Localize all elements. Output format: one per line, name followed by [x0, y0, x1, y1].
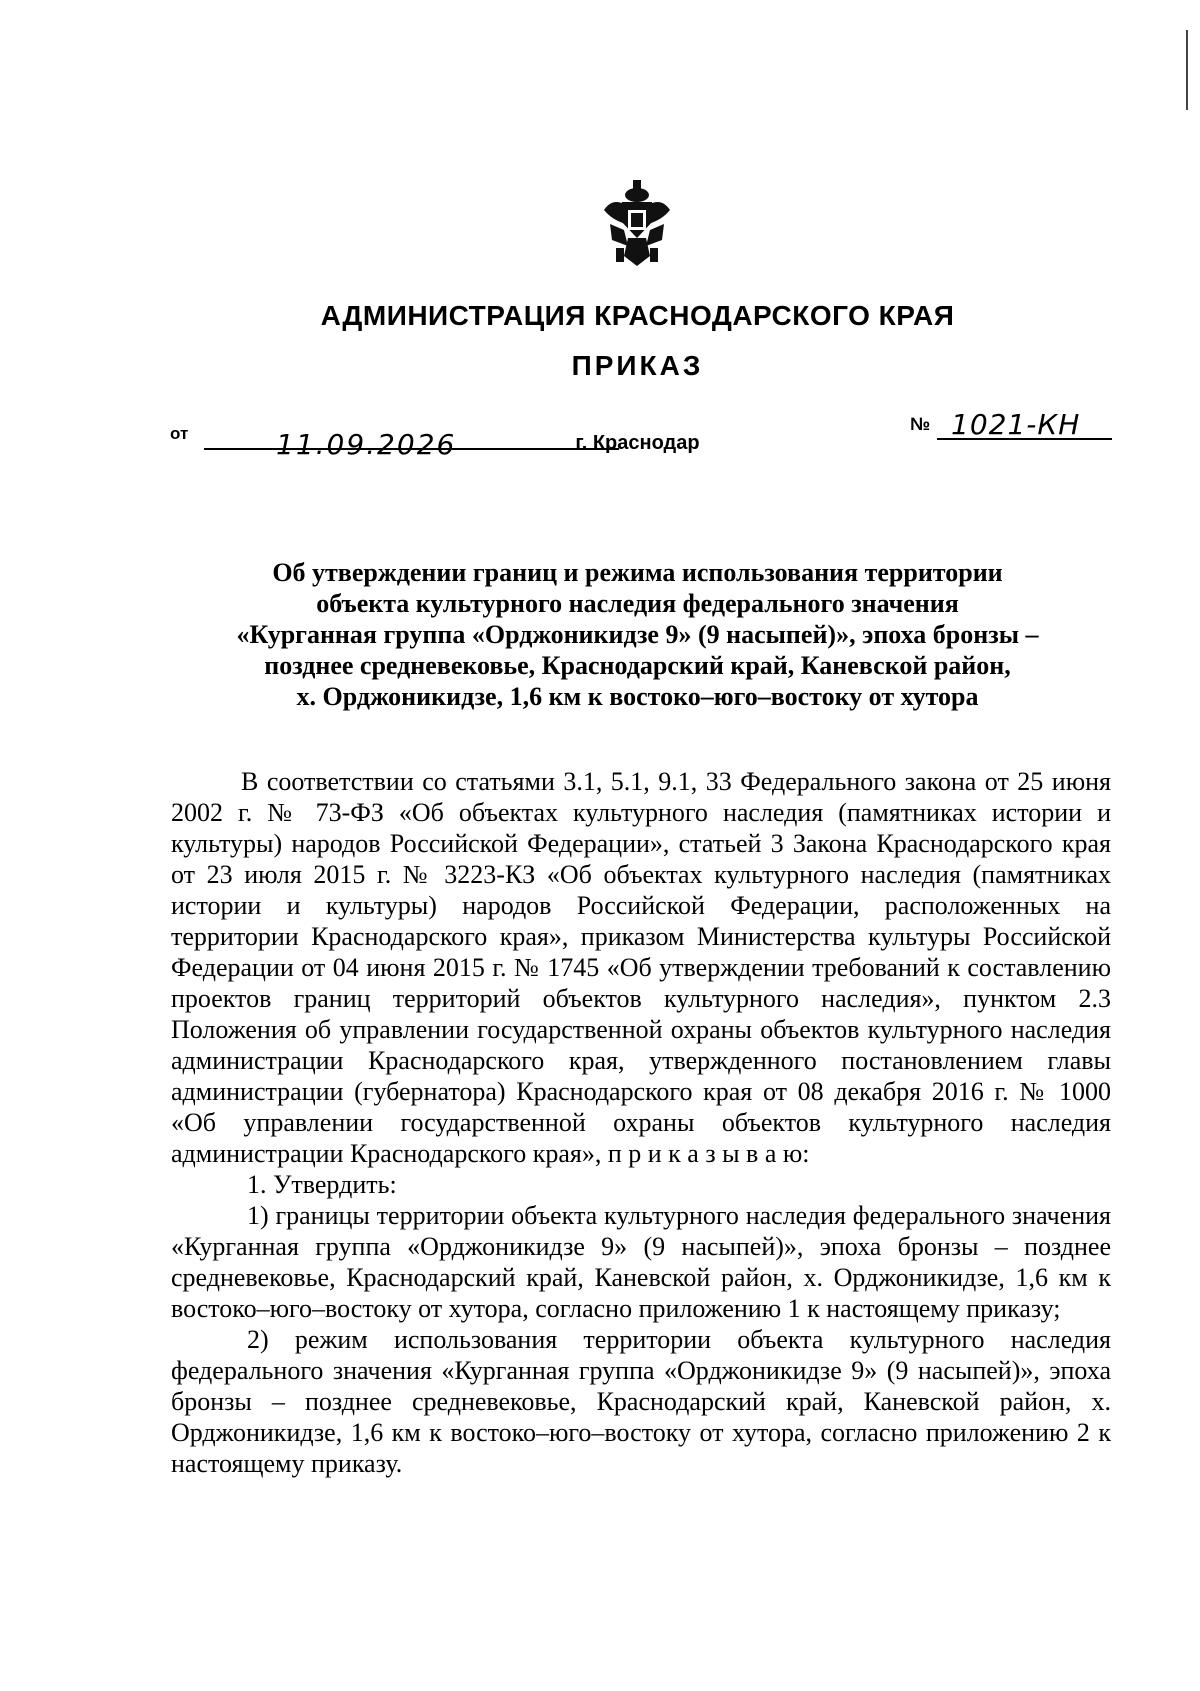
handwritten-date: 11.09.2026 [276, 428, 457, 461]
document-title [170, 557, 1105, 712]
title-line: Об утверждении границ и режима использования территории [272, 558, 1003, 587]
title-line: «Курганная группа «Орджоникидзе 9» (9 насыпей)», эпоха бронзы – [236, 620, 1039, 649]
item-1-1-paragraph: 1) границы территории объекта культурного наследия федерального значения «Курганная группа «Орджоникидзе 9» (9 насыпей)», эпоха бронзы – позднее средневековье, Краснодарский край, Каневской район, х. Орджоникидзе, 1,6 км к востоко–юго–востоку от хутора, согласно приложению 1 к настоящему приказу; [171, 1201, 1111, 1323]
item-1-heading: 1. Утвердить: [247, 1170, 397, 1199]
city-name: г. Краснодар [575, 432, 700, 454]
title-line: объекта культурного наследия федерального значения [316, 589, 959, 618]
title-line: позднее средневековье, Краснодарский край, Каневской район, [264, 651, 1011, 680]
item-1-2-paragraph: 2) режим использования территории объекта культурного наследия федерального значения «Курганная группа «Орджоникидзе 9» (9 насыпей)», эпоха бронзы – позднее средневековье, Краснодарский край, Каневской район, х. Орджоникидзе, 1,6 км к востоко–юго–востоку от хутора, согласно приложению 2 к настоящему приказу. [171, 1325, 1111, 1478]
title-line: х. Орджоникидзе, 1,6 км к востоко–юго–востоку от хутора [296, 682, 979, 711]
number-label: № [910, 414, 931, 434]
document-type: ПРИКАЗ [571, 350, 704, 381]
document-body [171, 766, 1111, 1479]
preamble-paragraph: В соответствии со статьями 3.1, 5.1, 9.1, 33 Федерального закона от 25 июня 2002 г. № 73-ФЗ «Об объектах культурного наследия (памятниках истории и культуры) народов Российской Федерации», статьей 3 Закона Краснодарского края от 23 июля 2015 г. № 3223-КЗ «Об объектах культурного наследия (памятниках истории и культуры) народов Российской Федерации, расположенных на территории Краснодарского края», приказом Министерства культуры Российской Федерации от 04 июня 2015 г. № 1745 «Об утверждении требований к составлению проектов границ территорий объектов культурного наследия», пунктом 2.3 Положения об управлении государственной охраны объектов культурного наследия администрации Краснодарского края, утвержденного постановлением главы администрации (губернатора) Краснодарского края от 08 декабря 2016 г. № 1000 «Об управлении государственной охраны объектов культурного наследия администрации Краснодарского края», п р и к а з ы в а ю: [171, 767, 1111, 1168]
scan-artifact [1186, 30, 1188, 110]
date-label: от [170, 424, 189, 443]
organization-name: АДМИНИСТРАЦИЯ КРАСНОДАРСКОГО КРАЯ [320, 300, 955, 331]
coat-of-arms-emblem [602, 180, 672, 268]
handwritten-number: 1021-КН [951, 408, 1081, 441]
